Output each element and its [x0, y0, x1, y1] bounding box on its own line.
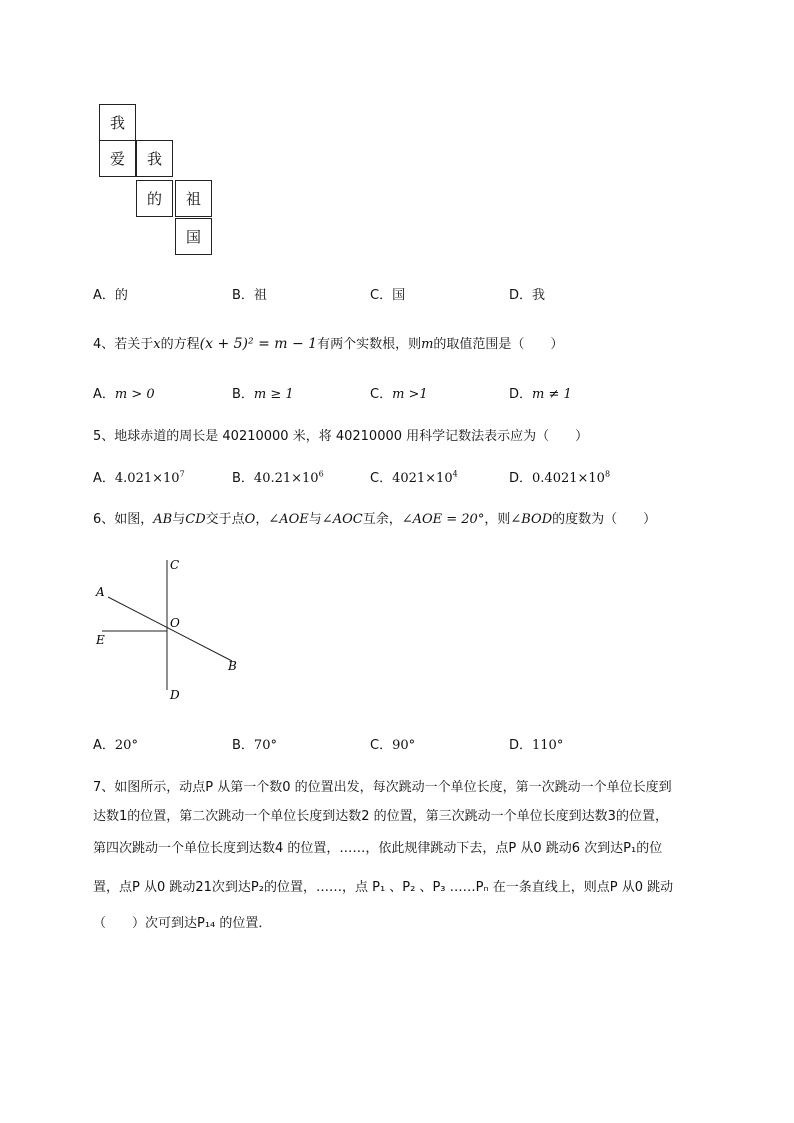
q5-option-c[interactable]: C．$4021\times 10^4$ [370, 469, 458, 486]
q6-stem: 6、如图，AB与CD交于点O，∠AOE与∠AOC互余，∠AOE = 20°，则∠BOD的度数为（ ） [93, 512, 657, 527]
q3-option-a[interactable]: A．的 [93, 288, 128, 303]
q7-line-2: 达数1的位置，第二次跳动一个单位长度到达数2 的位置，第三次跳动一个单位长度到达数3的位置， [93, 809, 668, 824]
q7-line-5: （ ）次可到达P₁₄ 的位置． [93, 916, 272, 931]
q4-option-d[interactable]: D．m ≠ 1 [509, 387, 572, 402]
q7-line-3: 第四次跳动一个单位长度到达数4 的位置，……，依此规律跳动下去，点P 从0 跳动6 次到达P₁的位 [93, 841, 663, 856]
label-c: C [170, 558, 180, 572]
label-b: B [228, 659, 237, 673]
net-cell: 祖 [175, 180, 212, 217]
q3-option-b[interactable]: B．祖 [232, 288, 267, 303]
q4-equation: (x + 5)² = m − 1 [199, 336, 318, 352]
q6-option-d[interactable]: D．110° [509, 738, 564, 753]
label-a: A [96, 585, 105, 599]
q6-option-c[interactable]: C．90° [370, 738, 416, 753]
label-o: O [170, 616, 180, 630]
net-cell: 的 [136, 180, 173, 217]
q3-option-d[interactable]: D．我 [509, 288, 546, 303]
q5-option-d[interactable]: D．$0.4021\times 10^8$ [509, 469, 611, 486]
q4-stem: 4、若关于x的方程(x + 5)² = m − 1有两个实数根，则m的取值范围是（ ） [93, 336, 564, 352]
q4-option-a[interactable]: A．m > 0 [93, 387, 155, 402]
q7-line-4: 置，点P 从0 跳动21次到达P₂的位置，……，点 P₁ 、P₂ 、P₃ ……Pₙ 在一条直线上，则点P 从0 跳动 [93, 880, 674, 895]
q4-option-b[interactable]: B．m ≥ 1 [232, 387, 294, 402]
q5-option-b[interactable]: B．$40.21\times 10^6$ [232, 469, 324, 486]
q6-option-b[interactable]: B．70° [232, 738, 277, 753]
q5-stem: 5、地球赤道的周长是 40210000 米，将 40210000 用科学记数法表示应为（ ） [93, 429, 589, 444]
q3-option-c[interactable]: C．国 [370, 288, 406, 303]
net-cell: 国 [175, 218, 212, 255]
q5-option-a[interactable]: A．$4.021\times 10^7$ [93, 469, 185, 486]
q7-line-1: 7、如图所示，动点P 从第一个数0 的位置出发，每次跳动一个单位长度，第一次跳动一个单位长度到 [93, 780, 672, 795]
q6-option-a[interactable]: A．20° [93, 738, 138, 753]
net-cell: 我 [136, 140, 173, 177]
net-cell: 我 [99, 104, 136, 141]
label-d: D [170, 688, 180, 702]
label-e: E [96, 633, 105, 647]
q6-geometry-figure [80, 550, 260, 710]
net-cell: 爱 [99, 140, 136, 177]
q4-option-c[interactable]: C．m >1 [370, 387, 428, 402]
